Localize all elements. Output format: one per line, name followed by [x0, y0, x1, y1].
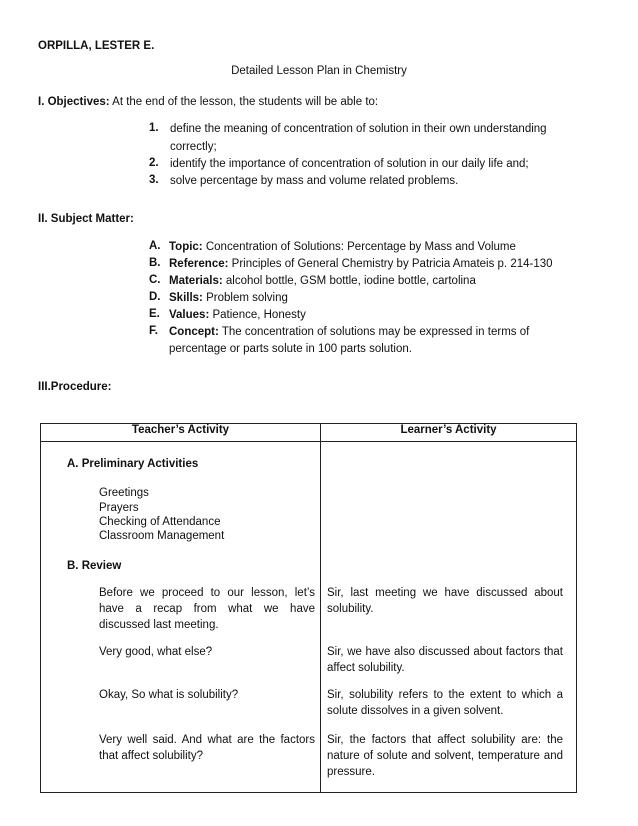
subject-label: Reference: — [169, 258, 229, 270]
subject-label: Skills: — [169, 292, 203, 304]
teacher-line: Okay, So what is solubility? — [99, 689, 239, 701]
author-name: ORPILLA, LESTER E. — [38, 40, 155, 52]
preliminary-activities-heading: A. Preliminary Activities — [67, 458, 199, 470]
subject-item — [169, 240, 516, 254]
subject-letter: D. — [149, 291, 161, 303]
subject-letter: B. — [149, 257, 161, 269]
objectives-heading-line — [38, 95, 378, 109]
learner-line: Sir, last meeting we have discussed about solubility. — [327, 587, 563, 615]
subject-label: Topic: — [169, 241, 203, 253]
subject-text: Concentration of Solutions: Percentage by Mass and Volume — [205, 241, 516, 253]
learner-line: Sir, we have also discussed about factors that affect solubility. — [327, 646, 563, 674]
subject-text-cont: percentage or parts solute in 100 parts solution. — [169, 343, 412, 355]
subject-text: Principles of General Chemistry by Patricia Amateis p. 214-130 — [231, 258, 553, 270]
review-heading: B. Review — [67, 560, 122, 572]
objective-text-cont: correctly; — [170, 141, 217, 153]
subject-item — [169, 257, 553, 271]
subject-text: Problem solving — [206, 292, 288, 304]
procedure-heading: III.Procedure: — [38, 381, 112, 393]
teacher-activity-header: Teacher’s Activity — [41, 424, 321, 442]
prelim-item: Classroom Management — [99, 530, 225, 542]
subject-text: The concentration of solutions may be expressed in terms of — [221, 326, 530, 338]
prelim-item: Checking of Attendance — [99, 516, 221, 528]
subject-item — [169, 308, 306, 322]
objectives-intro: At the end of the lesson, the students will be able to: — [112, 96, 379, 108]
learner-line: Sir, the factors that affect solubility are: the nature of solute and solvent, temperature and pressure. — [327, 734, 563, 778]
subject-text: alcohol bottle, GSM bottle, iodine bottle, cartolina — [225, 275, 476, 287]
teacher-line: Before we proceed to our lesson, let’s have a recap from what we have discussed last meeting. — [99, 587, 315, 631]
subject-letter: C. — [149, 274, 161, 286]
learner-line: Sir, solubility refers to the extent to which a solute dissolves in a given solvent. — [327, 689, 563, 717]
subject-item — [169, 325, 529, 339]
objective-number: 1. — [149, 122, 159, 134]
teacher-line: Very well said. And what are the factors that affect solubility? — [99, 734, 315, 762]
subject-letter: E. — [149, 308, 160, 320]
objectives-heading: I. Objectives: — [38, 96, 110, 108]
objective-text: define the meaning of concentration of solution in their own understanding — [170, 123, 547, 135]
learner-column — [321, 442, 577, 793]
subject-item — [169, 274, 476, 288]
prelim-item: Prayers — [99, 502, 139, 514]
objective-text: identify the importance of concentration of solution in our daily life and; — [170, 158, 529, 170]
teacher-line: Very good, what else? — [99, 646, 213, 658]
subject-text: Patience, Honesty — [212, 309, 306, 321]
subject-letter: F. — [149, 325, 158, 337]
prelim-item: Greetings — [99, 487, 149, 499]
subject-label: Values: — [169, 309, 210, 321]
subject-matter-heading: II. Subject Matter: — [38, 213, 134, 225]
learner-activity-header: Learner’s Activity — [321, 424, 577, 442]
subject-label: Materials: — [169, 275, 223, 287]
teacher-column — [41, 442, 321, 793]
objective-number: 2. — [149, 157, 159, 169]
subject-letter: A. — [149, 240, 161, 252]
activity-table — [40, 423, 577, 793]
objective-text: solve percentage by mass and volume related problems. — [170, 175, 459, 187]
subject-label: Concept: — [169, 326, 219, 338]
objective-number: 3. — [149, 174, 159, 186]
subject-item — [169, 291, 288, 305]
document-title: Detailed Lesson Plan in Chemistry — [231, 65, 407, 77]
